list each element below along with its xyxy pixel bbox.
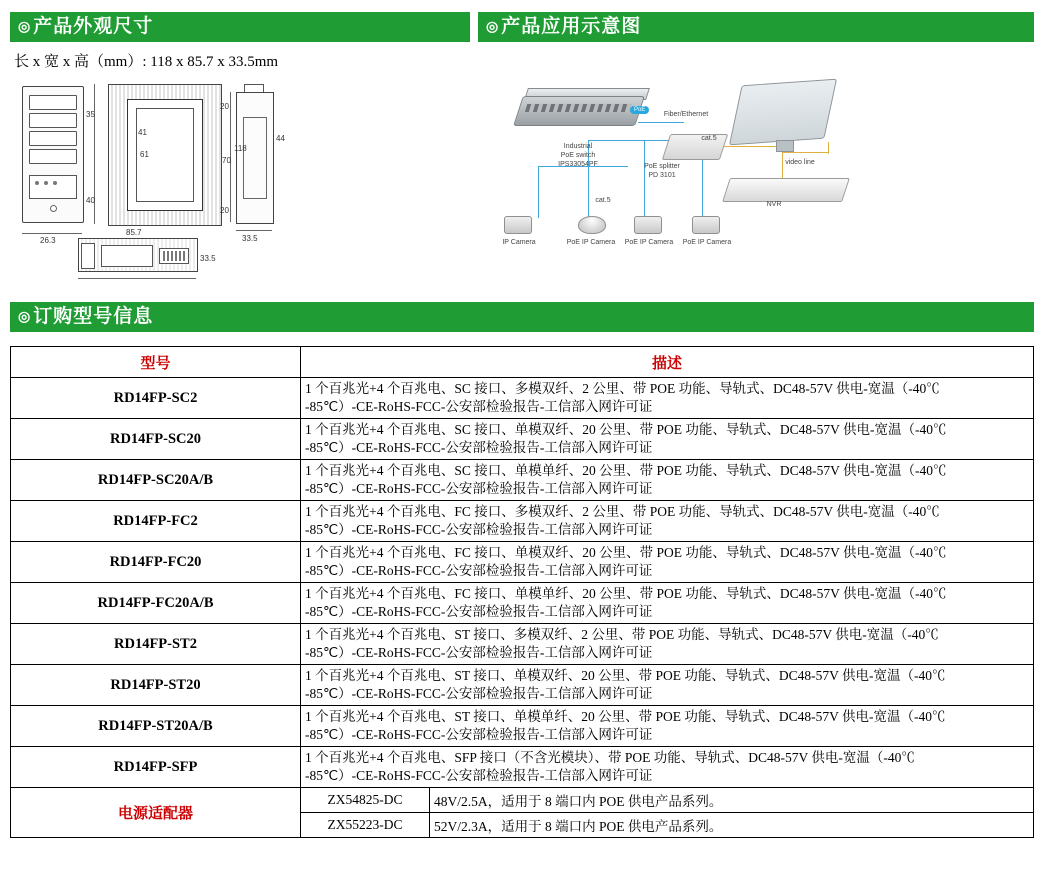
nvr-device	[722, 178, 850, 202]
description-line-1: 1 个百兆光+4 个百兆电、SC 接口、单模双纤、20 公里、带 POE 功能、导轨式、DC48-57V 供电-宽温（-40℃	[305, 422, 947, 437]
cell-adapter-content	[301, 813, 1034, 838]
header-model: 型号	[11, 347, 301, 378]
drawing-bottom-view	[78, 238, 198, 272]
diagram-link	[538, 166, 539, 218]
order-table	[10, 346, 1034, 838]
description-line-2: -85℃）-CE-RoHS-FCC-公安部检验报告-工信部入网许可证	[305, 768, 653, 783]
description-line-2: -85℃）-CE-RoHS-FCC-公安部检验报告-工信部入网许可证	[305, 481, 653, 496]
bottom-connector	[159, 248, 189, 264]
drawing-side-view	[236, 92, 274, 224]
table-row	[11, 419, 1034, 460]
cell-model: RD14FP-ST20	[11, 665, 301, 706]
label-ip-camera: IP Camera	[502, 239, 536, 246]
cell-adapter-model: ZX54825-DC	[301, 788, 430, 812]
drawing-body-inner	[127, 99, 203, 211]
header-description: 描述	[301, 347, 1034, 378]
drawing-body-view	[108, 84, 222, 226]
drawing-front-view	[22, 86, 84, 223]
drawing-label-35: 35	[86, 110, 95, 119]
cell-model: RD14FP-SC2	[11, 378, 301, 419]
table-row	[11, 583, 1034, 624]
cell-description	[301, 706, 1034, 747]
table-row	[11, 542, 1034, 583]
description-line-1: 1 个百兆光+4 个百兆电、ST 接口、多模双纤、2 公里、带 POE 功能、导轨式、DC48-57V 供电-宽温（-40℃	[305, 627, 939, 642]
bottom-left-block	[81, 243, 95, 269]
drawing-label-26-3: 26.3	[40, 236, 56, 245]
drawing-label-41: 41	[138, 128, 147, 137]
drawing-label-61: 61	[140, 150, 149, 159]
description-line-1: 1 个百兆光+4 个百兆电、ST 接口、单模双纤、20 公里、带 POE 功能、导轨式、DC48-57V 供电-宽温（-40℃	[305, 668, 946, 683]
dim-line	[236, 230, 272, 231]
front-port-1	[29, 95, 77, 110]
diagram-link-video	[722, 146, 782, 147]
cell-model: RD14FP-ST2	[11, 624, 301, 665]
monitor	[729, 79, 837, 146]
drawing-label-85-7: 85.7	[126, 228, 142, 237]
section-title-application: 产品应用示意图	[501, 16, 642, 37]
cell-model: RD14FP-FC2	[11, 501, 301, 542]
label-cat5-a: cat.5	[595, 197, 611, 204]
section-title-order: 订购型号信息	[33, 306, 154, 327]
dome-camera	[578, 216, 606, 234]
description-line-1: 1 个百兆光+4 个百兆电、SC 接口、单模单纤、20 公里、带 POE 功能、导轨式、DC48-57V 供电-宽温（-40℃	[305, 463, 947, 478]
table-row	[11, 665, 1034, 706]
description-line-1: 1 个百兆光+4 个百兆电、ST 接口、单模单纤、20 公里、带 POE 功能、导轨式、DC48-57V 供电-宽温（-40℃	[305, 709, 946, 724]
drawing-label-33-5b: 33.5	[200, 254, 216, 263]
drawing-label-40: 40	[86, 196, 95, 205]
cell-description	[301, 583, 1034, 624]
front-port-3	[29, 131, 77, 146]
description-line-1: 1 个百兆光+4 个百兆电、FC 接口、单模双纤、20 公里、带 POE 功能、导轨式、DC48-57V 供电-宽温（-40℃	[305, 545, 947, 560]
description-line-1: 1 个百兆光+4 个百兆电、SC 接口、多模双纤、2 公里、带 POE 功能、导轨式、DC48-57V 供电-宽温（-40℃	[305, 381, 940, 396]
front-panel	[29, 175, 77, 199]
label-poe-switch: Industrial PoE switch IPS33054PF	[558, 143, 598, 168]
description-line-2: -85℃）-CE-RoHS-FCC-公安部检验报告-工信部入网许可证	[305, 727, 653, 742]
cell-model: RD14FP-SC20A/B	[11, 460, 301, 501]
description-line-2: -85℃）-CE-RoHS-FCC-公安部检验报告-工信部入网许可证	[305, 522, 653, 537]
cell-adapter-label: 电源适配器	[11, 788, 301, 838]
description-line-1: 1 个百兆光+4 个百兆电、FC 接口、多模双纤、2 公里、带 POE 功能、导轨式、DC48-57V 供电-宽温（-40℃	[305, 504, 940, 519]
diagram-link-video	[828, 142, 829, 154]
label-poe-ip-camera-1: PoE IP Camera	[566, 239, 616, 246]
description-line-2: -85℃）-CE-RoHS-FCC-公安部检验报告-工信部入网许可证	[305, 686, 653, 701]
table-row	[11, 501, 1034, 542]
application-diagram	[478, 48, 1034, 288]
cell-description	[301, 501, 1034, 542]
section-header-order	[10, 302, 1034, 332]
led-icon	[53, 181, 57, 185]
ip-camera-1	[504, 216, 532, 234]
table-row	[11, 624, 1034, 665]
label-nvr: NVR	[766, 201, 782, 208]
table-header-row	[11, 347, 1034, 378]
cell-model: RD14FP-ST20A/B	[11, 706, 301, 747]
drawing-label-20: 20	[220, 102, 229, 111]
led-icon	[35, 181, 39, 185]
table-row	[11, 706, 1034, 747]
cell-adapter-content	[301, 788, 1034, 813]
label-cat5-b: cat.5	[701, 135, 717, 142]
section-header-dimensions	[10, 12, 470, 42]
drawing-label-70: 70	[222, 156, 231, 165]
mechanical-drawing	[8, 78, 470, 288]
label-fiber-ethernet: Fiber/Ethernet	[663, 111, 709, 118]
dim-line	[22, 233, 82, 234]
description-line-2: -85℃）-CE-RoHS-FCC-公安部检验报告-工信部入网许可证	[305, 563, 653, 578]
bullet-icon: ◎	[486, 20, 500, 35]
drawing-label-118: 118	[234, 144, 247, 153]
cell-model: RD14FP-FC20A/B	[11, 583, 301, 624]
cell-adapter-desc: 52V/2.3A，适用于 8 端口内 POE 供电产品系列。	[434, 819, 723, 834]
poe-ip-camera-3	[692, 216, 720, 234]
cell-description	[301, 419, 1034, 460]
description-line-2: -85℃）-CE-RoHS-FCC-公安部检验报告-工信部入网许可证	[305, 399, 653, 414]
cell-description	[301, 378, 1034, 419]
label-poe-ip-camera-3: PoE IP Camera	[682, 239, 732, 246]
cell-description	[301, 460, 1034, 501]
poe-ip-camera-2	[634, 216, 662, 234]
table-row-adapter	[11, 788, 1034, 813]
cell-adapter-desc: 48V/2.5A，适用于 8 端口内 POE 供电产品系列。	[434, 794, 723, 809]
led-icon	[44, 181, 48, 185]
table-row	[11, 378, 1034, 419]
description-line-2: -85℃）-CE-RoHS-FCC-公安部检验报告-工信部入网许可证	[305, 604, 653, 619]
description-line-2: -85℃）-CE-RoHS-FCC-公安部检验报告-工信部入网许可证	[305, 440, 653, 455]
cell-description	[301, 665, 1034, 706]
cell-adapter-model: ZX55223-DC	[301, 813, 430, 837]
front-port-4	[29, 149, 77, 164]
diagram-link	[638, 122, 684, 123]
drawing-label-20b: 20	[220, 206, 229, 215]
table-row	[11, 460, 1034, 501]
cell-model: RD14FP-SFP	[11, 747, 301, 788]
table-row	[11, 747, 1034, 788]
bottom-terminal-block	[101, 245, 153, 267]
description-line-1: 1 个百兆光+4 个百兆电、SFP 接口（不含光模块）、带 POE 功能、导轨式、DC48-57V 供电-宽温（-40℃	[305, 750, 915, 765]
cell-description	[301, 624, 1034, 665]
label-video-line: video line	[785, 159, 815, 166]
drawing-label-44: 44	[276, 134, 285, 143]
poe-switch-ports	[525, 104, 632, 112]
front-port-2	[29, 113, 77, 128]
cell-description	[301, 747, 1034, 788]
cell-model: RD14FP-SC20	[11, 419, 301, 460]
dim-line	[78, 278, 196, 279]
cell-description	[301, 542, 1034, 583]
section-title-dimensions: 产品外观尺寸	[33, 16, 154, 37]
drawing-side-inner	[243, 117, 267, 199]
poe-badge: PoE	[630, 106, 649, 114]
dimension-text: 长 x 宽 x 高（mm）: 118 x 85.7 x 33.5mm	[14, 54, 279, 70]
bullet-icon: ◎	[18, 310, 32, 325]
bullet-icon: ◎	[18, 20, 32, 35]
label-poe-ip-camera-2: PoE IP Camera	[624, 239, 674, 246]
description-line-1: 1 个百兆光+4 个百兆电、FC 接口、单模单纤、20 公里、带 POE 功能、导轨式、DC48-57V 供电-宽温（-40℃	[305, 586, 947, 601]
drawing-label-33-5: 33.5	[242, 234, 258, 243]
diagram-link-video	[782, 152, 828, 153]
screw-icon	[50, 205, 57, 212]
section-header-application	[478, 12, 1034, 42]
cell-model: RD14FP-FC20	[11, 542, 301, 583]
description-line-2: -85℃）-CE-RoHS-FCC-公安部检验报告-工信部入网许可证	[305, 645, 653, 660]
label-poe-splitter: PoE splitter PD 3101	[644, 163, 680, 179]
monitor-stand	[776, 140, 794, 152]
